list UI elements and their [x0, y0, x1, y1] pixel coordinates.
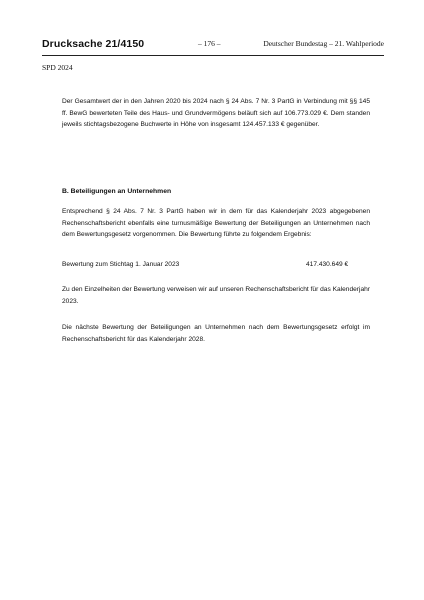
publisher-label: Deutscher Bundestag – 21. Wahlperiode: [263, 39, 384, 48]
next-valuation-paragraph: Die nächste Bewertung der Beteiligungen an Unternehmen nach dem Bewertungsgesetz erfolgt im Rechenschaftsbericht für das Kalenderjahr 2028.: [62, 324, 370, 343]
valuation-result-row: [62, 261, 370, 273]
page-header: [42, 38, 384, 54]
details-reference-paragraph: Zu den Einzelheiten der Bewertung verweisen wir auf unseren Rechenschaftsbericht für das Kalenderjahr 2023.: [62, 286, 370, 305]
holdings-valuation-paragraph: Entsprechend § 24 Abs. 7 Nr. 3 PartG haben wir in dem für das Kalenderjahr 2023 abgegebenen Rechenschaftsbericht ebenfalls eine turnusmäßige Bewertung der Beteiligungen an Unternehmen nach dem Bewertungsgesetz vorgenommen. Die Bewertung führte zu folgendem Ergebnis:: [62, 208, 370, 239]
document-number: Drucksache 21/4150: [42, 38, 145, 50]
header-divider: [42, 55, 384, 56]
party-subheader: SPD 2024: [42, 63, 73, 72]
valuation-label: Bewertung zum Stichtag 1. Januar 2023: [62, 261, 180, 268]
real-estate-valuation-paragraph: Der Gesamtwert der in den Jahren 2020 bis 2024 nach § 24 Abs. 7 Nr. 3 PartG in Verbindung mit §§ 145 ff. BewG bewerteten Teile des Haus- und Grundvermögens beläuft sich auf 106.773.029 €. Dem standen jeweils stichtagsbezogene Buchwerte in Höhe von insgesamt 124.457.133 € gegenüber.: [62, 98, 370, 129]
page-number: – 176 –: [198, 39, 221, 48]
valuation-amount: 417.430.649 €: [306, 261, 349, 268]
section-heading: B. Beteiligungen an Unternehmen: [62, 188, 172, 195]
